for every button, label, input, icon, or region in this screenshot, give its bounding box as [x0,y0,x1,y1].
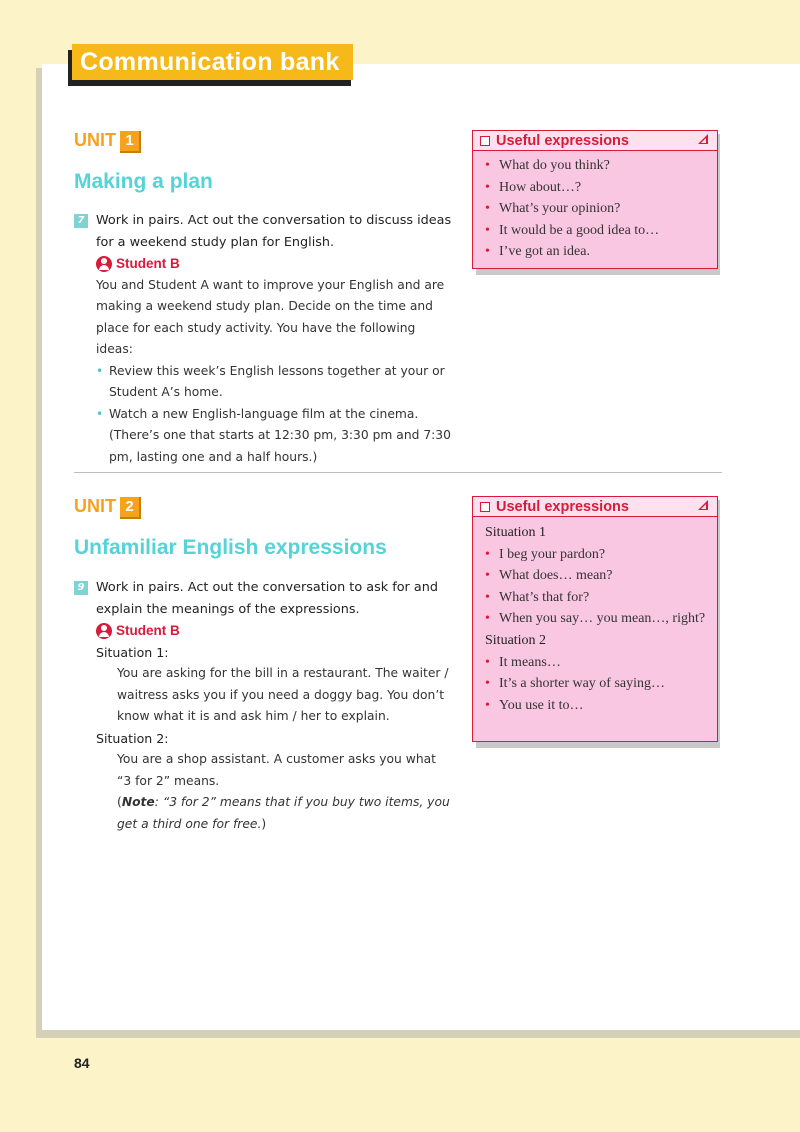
task-7-ideas [96,361,454,469]
list-item: • What do you think? [485,155,709,177]
useful-expressions-header [473,497,717,517]
list-item: • You use it to… [485,695,709,717]
student-b-text: Student B [116,623,180,638]
list-item: • Review this week’s English lessons together at your or Student A’s home. [96,361,454,404]
list-item: • It means… [485,652,709,674]
task-9-body [74,620,454,835]
list-item: • What’s that for? [485,587,709,609]
unit-1-title: Making a plan [74,170,213,193]
note-open-paren: ( [117,795,122,809]
list-item: • Watch a new English-language film at the cinema. (There’s one that starts at 12:30 pm, 3:30 pm and 7:30 pm, lasting one and a half hours.) [96,404,454,469]
student-b-label [96,253,454,275]
list-item: • When you say… you mean…, right? [485,608,709,630]
useful-expressions-list-1 [473,544,717,630]
situation-1-text: You are asking for the bill in a restaurant. The waiter / waitress asks you if you need a doggy bag. You don’t know what it is and ask him / her to explain. [117,666,449,723]
student-b-label [96,620,454,642]
checkbox-icon [480,136,490,146]
unit-1-word: UNIT [74,130,116,150]
task-9-head [74,577,454,620]
task-9-instruction: Work in pairs. Act out the conversation to ask for and explain the meanings of the expressions. [96,580,438,617]
page-banner: Communication bank [72,44,353,80]
unit-1-label [74,130,139,151]
task-7-instruction: Work in pairs. Act out the conversation to discuss ideas for a weekend study plan for English. [96,213,452,250]
list-item: • I’ve got an idea. [485,241,709,263]
note-body: : “3 for 2” means that if you buy two items, you get a third one for free. [117,795,450,831]
useful-expressions-list [473,151,717,263]
situation-2-label: Situation 2: [96,730,169,746]
list-item: • What does… mean? [485,565,709,587]
list-item: • What’s your opinion? [485,198,709,220]
task-7-body [74,253,454,468]
unit-2-title: Unfamiliar English expressions [74,536,387,559]
useful-expressions-title: Useful expressions [496,132,629,149]
list-item: • It’s a shorter way of saying… [485,673,709,695]
task-7-head [74,210,454,253]
unit-2-task [74,577,454,835]
situation-2-text: You are a shop assistant. A customer asks you what “3 for 2” means. [117,752,436,788]
task-number-icon: 9 [74,581,88,595]
unit-1-task [74,210,454,468]
useful-situation-1: Situation 1 [485,525,547,540]
corner-triangle-icon [698,500,708,510]
unit-2-word: UNIT [74,496,116,516]
student-b-text: Student B [116,256,180,271]
useful-expressions-title: Useful expressions [496,498,629,515]
task-number-icon: 7 [74,214,88,228]
list-item: • I beg your pardon? [485,544,709,566]
unit-2-label [74,496,139,517]
checkbox-icon [480,502,490,512]
task-7-paragraph: You and Student A want to improve your English and are making a weekend study plan. Decide on the time and place for each study activity. You have the following ideas: [96,277,445,356]
unit-2-number: 2 [120,497,139,517]
section-divider [74,472,722,473]
note-close-paren: ) [261,816,267,831]
note-label: Note [121,795,155,809]
situation-1-label: Situation 1: [96,644,169,660]
page-number: 84 [74,1055,90,1071]
useful-situation-2: Situation 2 [485,632,547,648]
unit-1-number: 1 [120,131,139,151]
useful-expressions-header [473,131,717,151]
useful-expressions-list-2 [473,652,717,717]
person-icon [96,623,112,639]
list-item: • How about…? [485,177,709,199]
list-item: • It would be a good idea to… [485,220,709,242]
corner-triangle-icon [698,134,708,144]
note-text [96,792,454,835]
useful-expressions-box-2 [472,496,718,742]
person-icon [96,256,112,272]
useful-expressions-box-1 [472,130,718,269]
